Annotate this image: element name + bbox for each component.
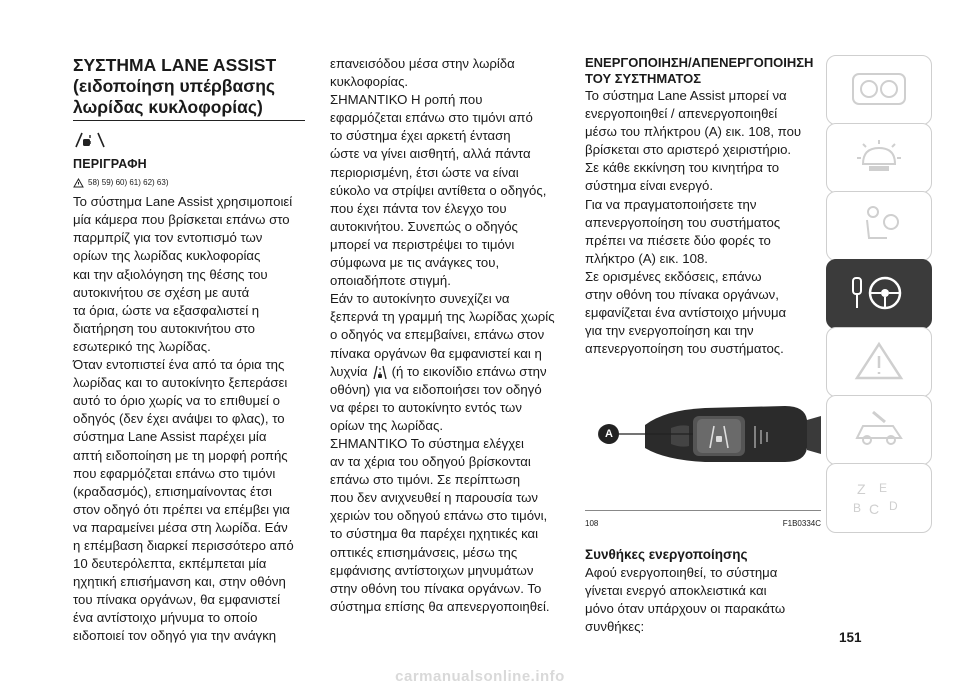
text-line: Αφού ενεργοποιηθεί, το σύστημα [585,564,778,580]
warning-triangle-icon [849,338,909,384]
text-line: ορίων της λωρίδας κυκλοφορίας [73,248,261,264]
dashboard-icon [849,66,909,112]
text-line: τα όρια, ώστε να εξασφαλιστεί η [73,302,260,318]
chapter-tab-safety[interactable] [826,191,932,261]
text-line: απενεργοποίηση του συστήματος. [585,341,784,357]
title-underline [73,120,305,121]
text-line: βρίσκεται στο αριστερό χειριστήριο. [585,142,792,158]
seat-airbag-icon [849,202,909,248]
text-line: συνθήκες: [585,618,645,634]
text-line: αν τα χέρια του οδηγού βρίσκονται [330,454,531,470]
section-title-line-3: λωρίδας κυκλοφορίας) [73,97,263,117]
page-number: 151 [839,630,862,645]
text-line: Όταν εντοπιστεί ένα από τα όρια της [73,357,285,373]
text-line: αυτοκινήτου. Συνεπώς ο οδηγός [330,218,518,234]
text-line: οδηγός (δεν έχει ανάψει το φλας), το [73,411,285,427]
text-line: πρέπει να πιέσετε δύο φορές το [585,232,771,248]
warning-references [73,174,313,192]
text-line: και την αξιολόγηση της θέσης του [73,266,268,282]
text-line: που δεν ανιχνευθεί η παρουσία των [330,490,539,506]
text-line: επάνω στο τιμόνι. Σε περίπτωση [330,472,521,488]
description-heading: ΠΕΡΙΓΡΑΦΗ [73,157,147,171]
text-line: ΣΗΜΑΝΤΙΚΟ Το σύστημα ελέγχει [330,435,524,451]
text-line: ηχητική επισήμανση και, στην οθόνη [73,574,286,590]
text-line: σύστημα Lane Assist παρέχει μία [73,429,267,445]
text-line: Το σύστημα Lane Assist χρησιμοποιεί [73,194,293,210]
text-fragment: λυχνία [330,363,368,379]
text-line: Για να πραγματοποιήσετε την [585,196,757,212]
text-line: ειδοποιεί τον οδηγό για την ανάγκη [73,628,277,644]
col1-paragraph [73,193,313,645]
figure-number: 108 [585,519,599,529]
text-line: του πίνακα οργάνων, θα εμφανιστεί [73,592,281,608]
heading-line: ΕΝΕΡΓΟΠΟΙΗΣΗ/ΑΠΕΝΕΡΓΟΠΟΙΗΣΗ [585,55,814,70]
text-line: μία κάμερα που βρίσκεται επάνω στο [73,212,290,228]
text-line: να φέρει το αυτοκίνητο εντός των [330,399,522,415]
text-line: ο οδηγός να επεμβαίνει, επάνω στον [330,327,545,343]
column-1 [73,55,313,646]
text-line: το σύστημα θα παρέχει ηχητικές και [330,526,539,542]
text-line: οπτικές επισημάνσεις, μέσω της [330,544,518,560]
text-line: ΣΗΜΑΝΤΙΚΟ Η ροπή που [330,92,483,108]
svg-text:Z: Z [857,481,866,497]
svg-text:D: D [889,499,898,513]
text-line: επανεισόδου μέσα στην λωρίδα [330,56,515,71]
text-line: σύμφωνα με τις ανάγκες του, [330,255,500,271]
text-line: Σε κάθε εκκίνηση του κινητήρα το [585,160,780,176]
text-line: απενεργοποίηση του συστήματος [585,214,781,230]
warning-triangle-icon [73,178,84,188]
text-line: περιορισμένη, έτσι ώστε να είναι [330,164,519,180]
text-line: μέσω του πλήκτρου (A) εικ. 108, που [585,124,802,140]
warning-refs-text: 58) 59) 60) 61) 62) 63) [88,178,169,188]
chapter-tab-starting-driving[interactable] [826,259,932,329]
text-line: εύκολο να στρίψει αντίθετα ο οδηγός, [330,182,547,198]
text-line: το σύστημα έχει αρκετή ένταση [330,128,511,144]
lane-warning-lamp-icon [372,364,388,380]
text-line: πλήκτρο (A) εικ. 108. [585,250,708,266]
text-line: ορίων της λωρίδας. [330,417,443,433]
text-line: εμφανίζεται ένα αντίστοιχο μήνυμα [585,305,787,321]
chapter-tab-index[interactable] [826,463,932,533]
key-steering-wheel-icon [849,270,909,316]
heading-line: ΤΟΥ ΣΥΣΤΗΜΑΤΟΣ [585,71,702,86]
text-fragment: (ή το εικονίδιο επάνω στην [391,363,547,379]
text-line: για την ενεργοποίηση και την [585,323,754,339]
conditions-title: Συνθήκες ενεργοποίησης [585,546,748,562]
text-line: που εφαρμόζεται επάνω στο τιμόνι [73,465,276,481]
text-line: Σε ορισμένες εκδόσεις, επάνω [585,268,762,284]
svg-text:B: B [853,501,862,515]
figure-caption [585,515,821,533]
text-line: αυτοκινήτου σε σχέση με αυτά [73,284,250,300]
chapter-tab-warning-lights[interactable] [826,123,932,193]
text-line: διατήρηση του αυτοκινήτου στο [73,320,256,336]
text-line: ώστε να γίνει αισθητή, αλλά πάντα [330,146,531,162]
activation-heading [585,55,825,87]
text-line: εσωτερικό της λωρίδας. [73,338,211,354]
svg-text:C: C [869,501,880,517]
text-line: παρμπρίζ για τον εντοπισμό των [73,230,263,246]
lane-assist-icon [73,129,313,149]
text-line: οποιαδήποτε στιγμή. [330,273,451,289]
text-line: λωρίδας και το αυτοκίνητο ξεπεράσει [73,375,288,391]
text-line: πίνακα οργάνων θα εμφανιστεί και η [330,345,542,361]
svg-text:E: E [879,481,888,495]
text-line: απτή ειδοποίηση με τη μορφή ροπής [73,447,288,463]
text-line: η επέμβαση διαρκεί περισσότερο από [73,537,294,553]
text-line: μπορεί να περιστρέψει το τιμόνι [330,236,515,252]
text-line: ενεργοποιηθεί / απενεργοποιηθεί [585,106,778,122]
wrench-car-icon [849,406,909,452]
text-line: αυτό το όριο χωρίς να το επιθυμεί ο [73,393,280,409]
text-line: μόνο όταν υπάρχουν οι παρακάτω [585,600,786,616]
warning-lights-icon [849,134,909,180]
left-stalk-illustration [585,370,821,510]
text-line: εφαρμόζεται επάνω στο τιμόνι από [330,110,533,126]
text-line: στον οδηγό ότι πρέπει να επέμβει για [73,501,290,517]
text-line: (κραδασμός), επισημαίνοντας έτσι [73,483,272,499]
chapter-tab-dashboard[interactable] [826,55,932,125]
chapter-tab-maintenance[interactable] [826,395,932,465]
text-line: εμφάνισης αντίστοιχων μηνυμάτων [330,562,534,578]
text-line: ξεπερνά τη γραμμή της λωρίδας χωρίς [330,309,555,325]
text-line: να παραμείνει μέσα στη λωρίδα. Εάν [73,519,288,535]
column-2 [330,55,570,616]
text-line: σύστημα επίσης θα απενεργοποιηθεί. [330,598,550,614]
text-line: οθόνη) για να ειδοποιήσει τον οδηγό [330,381,542,397]
text-line: Εάν το αυτοκίνητο συνεχίζει να [330,291,510,307]
text-line: στην οθόνη του πίνακα οργάνων. Το [330,580,542,596]
figure-108 [585,370,821,511]
text-line: κυκλοφορίας. [330,74,409,90]
text-line: στην οθόνη του πίνακα οργάνων, [585,287,779,303]
chapter-tab-emergency[interactable] [826,327,932,397]
figure-code: F1B0334C [782,519,821,529]
text-line: Το σύστημα Lane Assist μπορεί να [585,88,787,103]
section-title-line-2: (ειδοποίηση υπέρβασης [73,76,275,96]
section-title [73,55,313,118]
section-title-line-1: ΣΥΣΤΗΜΑ LANE ASSIST [73,55,277,75]
watermark: carmanualsonline.info [395,668,565,685]
text-line: 10 δευτερόλεπτα, εκπέμπεται μία [73,556,267,572]
column-3 [585,55,825,636]
text-line: γίνεται ενεργό αποκλειστικά και [585,582,767,598]
text-line: σύστημα είναι ενεργό. [585,178,713,194]
index-letters-icon [849,474,909,520]
text-line: χεριών του οδηγού επάνω στο τιμόνι, [330,508,548,524]
text-line: που έχει πάντα τον έλεγχο του [330,200,507,216]
text-line-with-icon [330,363,570,381]
figure-callout-a: A [605,428,613,441]
text-line: ένα αντίστοιχο μήνυμα το οποίο [73,610,258,626]
